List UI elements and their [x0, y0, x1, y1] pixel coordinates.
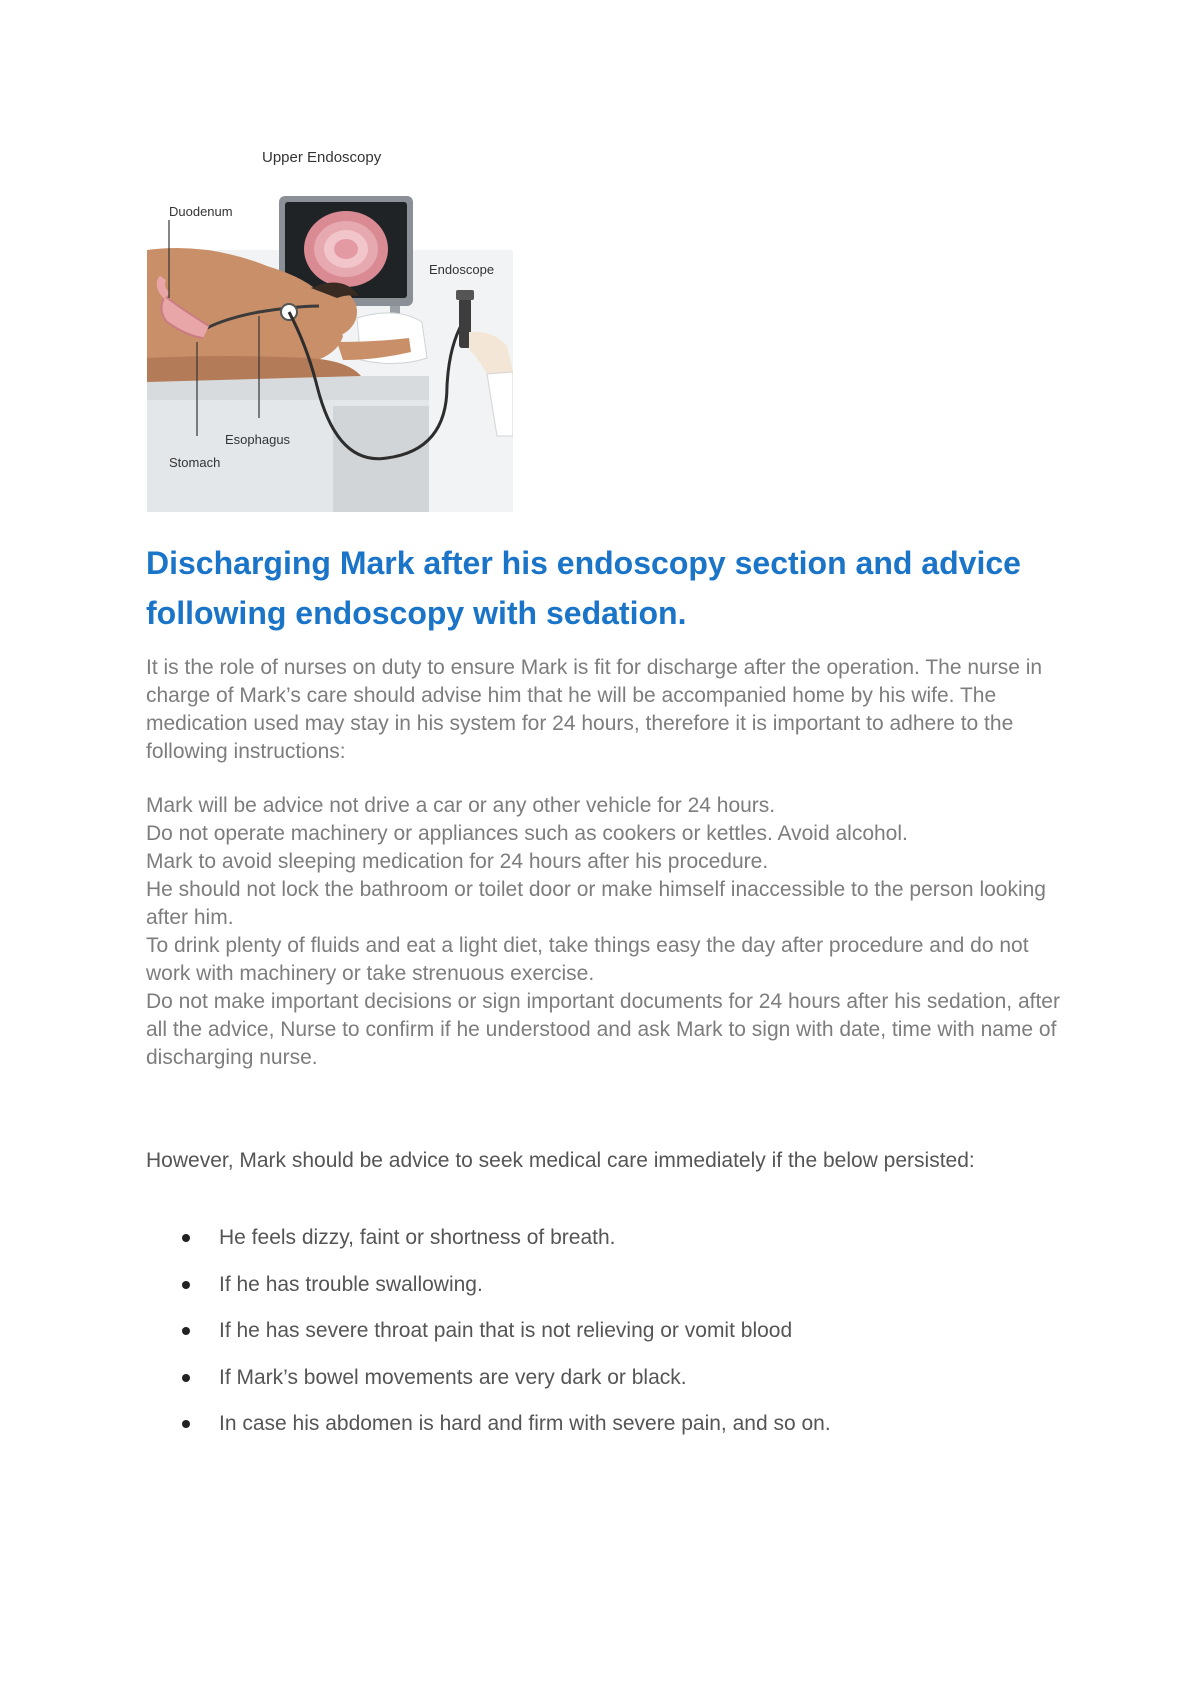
advice-item: Do not operate machinery or appliances such as cookers or kettles. Avoid alcohol. [146, 822, 908, 845]
advice-item: Mark to avoid sleeping medication for 24 hours after his procedure. [146, 850, 769, 873]
warning-item [146, 1223, 1076, 1270]
advice-item: He should not lock the bathroom or toilet door or make himself inaccessible to the person looking after him. [146, 878, 1046, 929]
warning-item [146, 1316, 1076, 1363]
warning-text: If he has trouble swallowing. [219, 1272, 483, 1296]
warning-item [146, 1270, 1076, 1317]
warning-item [146, 1363, 1076, 1410]
label-esophagus: Esophagus [225, 432, 291, 447]
warning-text: If he has severe throat pain that is not relieving or vomit blood [219, 1319, 793, 1342]
endoscopy-illustration [147, 146, 513, 512]
advice-list [146, 792, 1076, 1072]
warning-list [146, 1223, 1076, 1456]
endoscopy-illustration-svg [147, 146, 513, 512]
warning-item [146, 1409, 1076, 1456]
bullet-icon [182, 1374, 190, 1382]
bullet-icon [182, 1234, 190, 1242]
label-duodenum: Duodenum [169, 204, 233, 219]
warning-text: If Mark’s bowel movements are very dark or black. [219, 1365, 687, 1389]
bullet-icon [182, 1420, 190, 1428]
warning-text: In case his abdomen is hard and firm with severe pain, and so on. [219, 1412, 831, 1435]
advice-item: Do not make important decisions or sign important documents for 24 hours after his sedation, after all the advice, Nurse to confirm if he understood and ask Mark to sign with date, time with name of discharging nurse. [146, 990, 1060, 1069]
label-stomach: Stomach [169, 455, 221, 470]
label-endoscope: Endoscope [429, 262, 495, 277]
advice-item: To drink plenty of fluids and eat a light diet, take things easy the day after procedure and do not work with machinery or take strenuous exercise. [146, 934, 1029, 985]
bullet-icon [182, 1327, 190, 1335]
advice-item: Mark will be advice not drive a car or any other vehicle for 24 hours. [146, 794, 776, 817]
however-paragraph: However, Mark should be advice to seek medical care immediately if the below persisted: [146, 1149, 975, 1172]
page-heading: Discharging Mark after his endoscopy section and advice following endoscopy with sedation. [146, 545, 1021, 631]
warning-text: He feels dizzy, faint or shortness of breath. [219, 1226, 616, 1249]
intro-paragraph: It is the role of nurses on duty to ensure Mark is fit for discharge after the operation. The nurse in charge of Mark’s care should advise him that he will be accompanied home by his wife. The medication used may stay in his system for 24 hours, therefore it is important to adhere to the following instructions: [146, 656, 1043, 763]
figure-title: Upper Endoscopy [262, 149, 382, 166]
bullet-icon [182, 1281, 190, 1289]
